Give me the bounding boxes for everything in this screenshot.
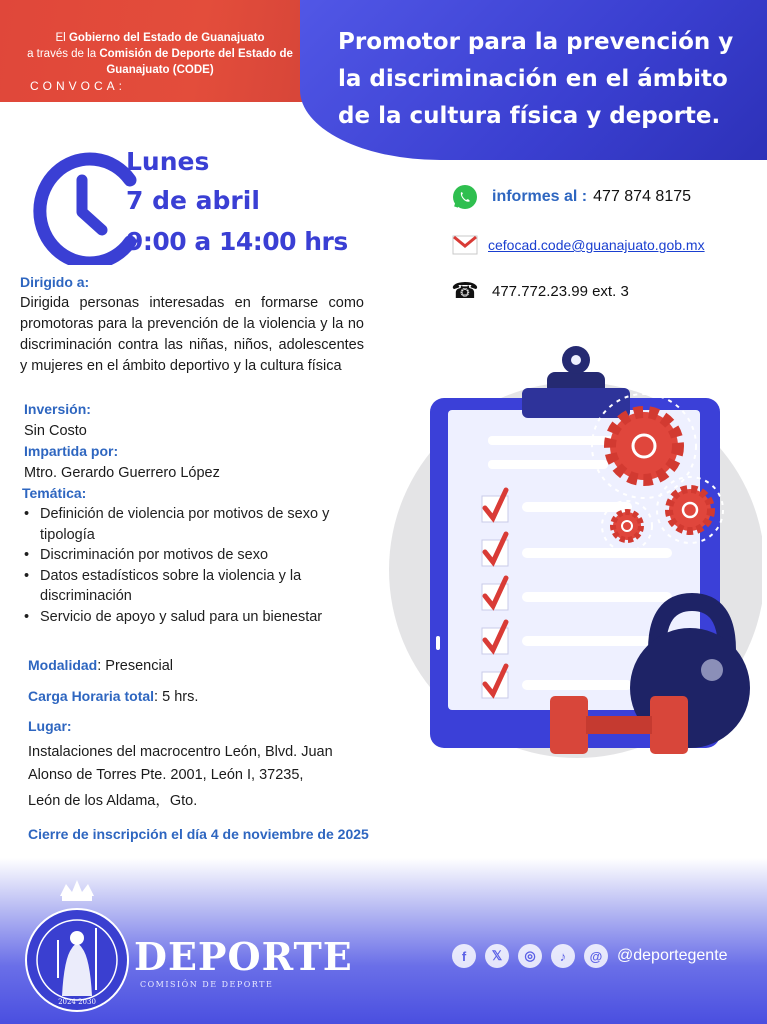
checklist-illustration: [372, 340, 762, 770]
lugar-line-3: León de los Aldama，Gto.: [28, 793, 198, 809]
lugar-line-2: Alonso de Torres Pte. 2001, León I, 37235,: [28, 767, 304, 783]
inversion-value: Sin Costo: [24, 423, 87, 439]
intro-government: Gobierno del Estado de Guanajuato: [68, 32, 265, 44]
seal-years: 2024 2030: [58, 998, 96, 1006]
dirigido-text: Dirigida personas interesadas en formarse como promotoras para la prevención de la violencia y la no discriminación contra las niñas, niños, adolescentes y mujeres en el ámbito deportivo y la cultura física: [20, 295, 364, 374]
threads-icon[interactable]: @: [584, 944, 608, 968]
social-bar: [452, 944, 728, 968]
topic-item: • Datos estadísticos sobre la violencia y la discriminación: [22, 566, 332, 607]
impartida-value: Mtro. Gerardo Guerrero López: [24, 465, 220, 481]
topic-item: • Discriminación por motivos de sexo: [22, 545, 332, 566]
topic-item: • Servicio de apoyo y salud para un bienestar: [22, 607, 332, 628]
closing-date: Cierre de inscripción el día 4 de noviembre de 2025: [28, 826, 369, 842]
modalidad-label: Modalidad: [28, 657, 98, 673]
deporte-brand: DEPORTE: [134, 934, 353, 979]
comision-subtitle: COMISIÓN DE DEPORTE: [140, 980, 274, 989]
whatsapp-icon: [452, 184, 478, 210]
intro-code: Comisión de Deporte del Estado de Guanajuato (CODE): [99, 48, 293, 76]
contact-phone: [452, 184, 691, 210]
facebook-icon[interactable]: f: [452, 944, 476, 968]
intro-prefix: El: [55, 32, 66, 44]
topic-item: • Definición de violencia por motivos de sexo y tipología: [22, 504, 332, 545]
telephone-icon: ☎: [451, 278, 479, 303]
mail-icon: [452, 232, 478, 258]
topics-list: [22, 504, 332, 627]
carga-label: Carga Horaria total: [28, 688, 155, 704]
carga-value: : 5 hrs.: [154, 689, 199, 705]
modalidad-row: [28, 656, 173, 677]
contact-email: [452, 232, 705, 258]
instagram-icon[interactable]: ◎: [518, 944, 542, 968]
clock-icon: [30, 150, 140, 265]
dirigido-label: Dirigido a:: [20, 274, 90, 290]
page-title: [338, 24, 758, 135]
schedule-time: 9:00 a 14:00 hrs: [126, 227, 348, 256]
tematica-label: Temática:: [22, 485, 87, 501]
lugar-label: Lugar:: [28, 718, 72, 734]
email-link[interactable]: cefocad.code@guanajuato.gob.mx: [488, 237, 705, 253]
schedule-day: Lunes: [126, 147, 210, 176]
carga-row: [28, 687, 198, 708]
phone-number[interactable]: 477 874 8175: [593, 188, 692, 205]
modalidad-value: : Presencial: [97, 658, 173, 674]
social-handle[interactable]: @deportegente: [617, 947, 728, 964]
convoca-label: CONVOCA:: [30, 79, 127, 93]
government-seal-logo: [22, 878, 132, 1016]
title-line-2: la discriminación en el ámbito: [338, 66, 728, 92]
intro-middle: a través de la: [27, 48, 97, 60]
header-intro: [10, 30, 310, 94]
schedule-date: 7 de abril: [126, 186, 260, 215]
title-line-1: Promotor para la prevención y: [338, 29, 734, 55]
landline-number[interactable]: 477.772.23.99 ext. 3: [492, 282, 629, 300]
tiktok-icon[interactable]: ♪: [551, 944, 575, 968]
phone-label: informes al :: [492, 188, 588, 205]
x-twitter-icon[interactable]: 𝕏: [485, 944, 509, 968]
inversion-label: Inversión:: [24, 401, 91, 417]
contact-landline: [452, 278, 629, 304]
title-line-3: de la cultura física y deporte.: [338, 103, 721, 129]
impartida-label: Impartida por:: [24, 443, 119, 459]
lugar-line-1: Instalaciones del macrocentro León, Blvd. Juan: [28, 744, 333, 760]
